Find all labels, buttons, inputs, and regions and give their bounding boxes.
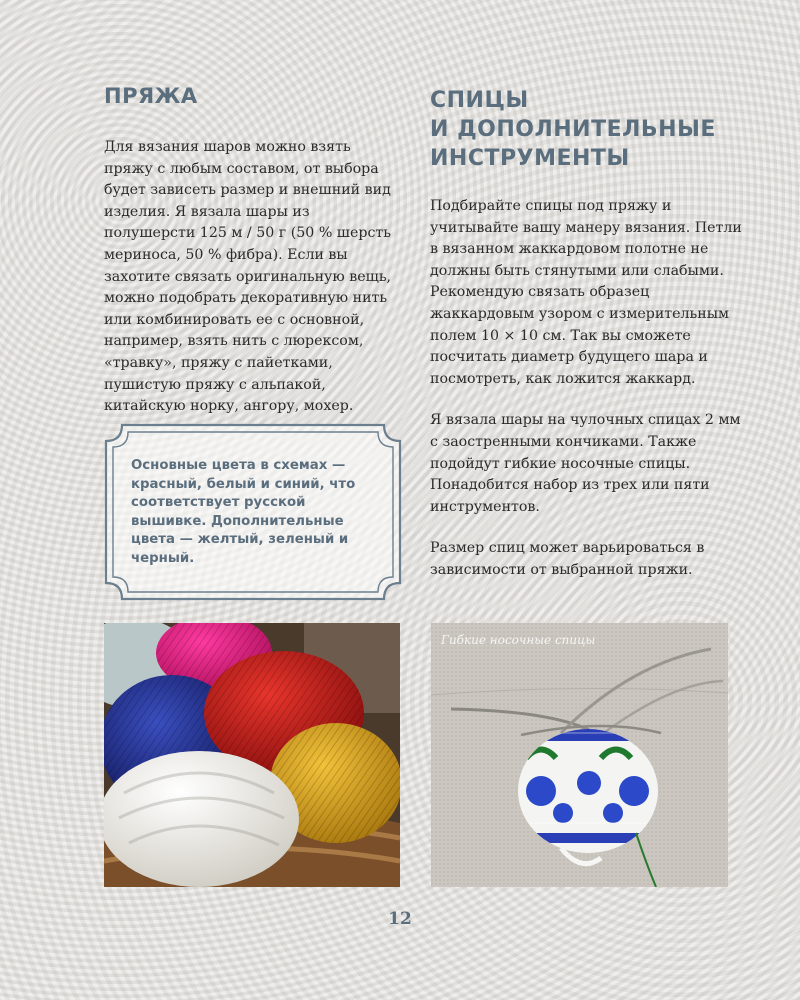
yarn-section — [104, 82, 404, 418]
yarn-balls-photo — [104, 623, 400, 887]
sock-needles-caption: Гибкие носочные спицы — [441, 633, 596, 647]
needles-heading-line-3: ИНСТРУМЕНТЫ — [430, 146, 630, 171]
needles-paragraph-2: Я вязала шары на чулочных спицах 2 мм с заостренными кончиками. Также подойдут гибкие носочные спицы. Понадобится набор из трех или пяти инструментов. — [430, 412, 741, 515]
sock-needles-photo — [431, 623, 728, 887]
color-note-box — [104, 423, 402, 601]
page-number: 12 — [388, 909, 412, 929]
needles-paragraph-3: Размер спиц может варьироваться в зависимости от выбранной пряжи. — [430, 540, 705, 578]
needles-heading-line-1: СПИЦЫ — [430, 88, 529, 113]
needles-paragraph-1: Подбирайте спицы под пряжу и учитывайте вашу манеру вязания. Петли в вязанном жаккардовом полотне не должны быть стянутыми или слабыми. Рекомендую связать образец жаккардовым узором с измерительным полем 10 × 10 см. Так вы сможете посчитать диаметр будущего шара и посмотреть, как ложится жаккард. — [430, 198, 742, 387]
yarn-paragraph: Для вязания шаров можно взять пряжу с любым составом, от выбора будет зависеть размер и внешний вид изделия. Я вязала шары из полушерсти 125 м / 50 г (50 % шерсть мериноса, 50 % фибра). Если вы захотите связать оригинальную вещь, можно подобрать декоративную нить или комбинировать ее с основной, например, взять нить с люрексом, «травку», пряжу с пайетками, пушистую пряжу с альпакой, китайскую норку, ангору, мохер. — [104, 139, 392, 415]
yarn-heading: ПРЯЖА — [104, 84, 198, 108]
color-note-text: Основные цвета в схемах — красный, белый и синий, что соответствует русской вышивке. Дополнительные цвета — желтый, зеленый и черный. — [131, 458, 356, 566]
needles-heading-line-2: И ДОПОЛНИТЕЛЬНЫЕ — [430, 117, 716, 142]
needles-heading — [430, 86, 750, 173]
needles-section — [430, 82, 750, 582]
